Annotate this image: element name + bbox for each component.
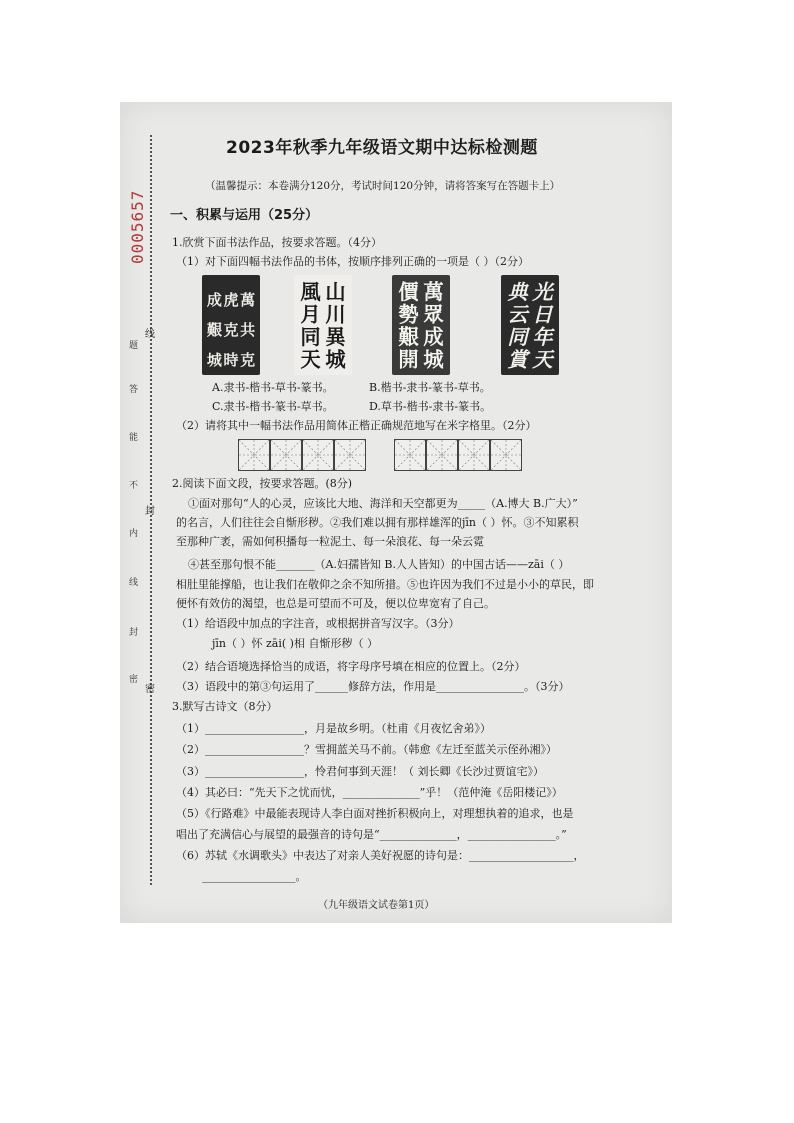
margin-char-4: 不	[129, 481, 139, 491]
exam-notice: （温馨提示：本卷满分120分，考试时间120分钟，请将答案写在答题卡上）	[205, 180, 561, 192]
calligraphy-char: 萬	[423, 280, 444, 304]
page-footer: （九年级语文试卷第1页）	[318, 900, 435, 911]
serial-number-text: 0005657	[128, 189, 147, 264]
calligraphy-char: 時	[223, 351, 239, 369]
q2-sub1-answers: jīn（ ）怀 zāi( )相 自惭形秽（ ）	[212, 637, 378, 650]
calligraphy-char: 開	[398, 347, 419, 372]
rice-grid-guides	[395, 440, 425, 470]
rice-grid-cell[interactable]	[238, 439, 270, 471]
margin-mark-seal: 封	[145, 506, 155, 517]
rice-grid-cell[interactable]	[458, 439, 490, 471]
q2-para-line6: 便怀有效仿的渴望，也总是可望而不可及，便以位卑宽宥了自己。	[176, 597, 495, 610]
margin-char-8: 密	[129, 675, 139, 685]
q3-line6a: （6）苏轼《水调歌头》中表达了对亲人美好祝愿的诗句是：___________________，	[176, 849, 585, 862]
calligraphy-char: 光	[532, 280, 553, 304]
rice-grid-guides	[271, 440, 301, 470]
rice-grid-cell[interactable]	[490, 439, 522, 471]
margin-char-2: 答	[129, 385, 139, 395]
option-d: D.草书-楷书-隶书-篆书。	[369, 400, 492, 413]
q2-para-line3: 至那种广袤，需如何积播每一粒泥土、每一朵浪花、每一朵云霓	[176, 535, 484, 548]
calligraphy-char: 異	[325, 325, 346, 349]
calligraphy-char: 典	[507, 280, 528, 304]
rice-grid-guides	[239, 440, 269, 470]
q3-line5a: （5）《行路难》中最能表现诗人李白面对挫折积极向上，对理想执着的追求，也是	[176, 807, 574, 820]
calligraphy-char: 克	[240, 351, 256, 369]
rice-grid-guides	[335, 440, 365, 470]
calligraphy-char: 賞	[507, 347, 528, 372]
rice-grid-cell[interactable]	[394, 439, 426, 471]
calligraphy-char: 風	[300, 280, 321, 304]
q2-para-line1: ①面对那句“人的心灵，应该比大地、海洋和天空都更为_____（A.博大 B.广大）”	[188, 497, 578, 510]
rice-grid-guides	[427, 440, 457, 470]
rice-grid-cell[interactable]	[302, 439, 334, 471]
calligraphy-work-4	[501, 275, 559, 375]
calligraphy-char: 同	[507, 325, 528, 349]
q3-line1: （1）__________________，月是故乡明。（杜甫《月夜忆舍弟》）	[176, 722, 491, 735]
q3-line4: （4）其必曰：“先天下之忧而忧，______________”乎！（范仲淹《岳阳楼记》）	[176, 786, 563, 799]
q2-sub2: （2）结合语境选择恰当的成语，将字母序号填在相应的位置上。（2分）	[176, 660, 526, 673]
q3-line6b: _________________。	[202, 870, 307, 883]
calligraphy-char: 共	[240, 321, 256, 339]
calligraphy-char: 虎	[223, 291, 239, 309]
q2-sub3: （3）语段中的第③句运用了______修辞方法，作用是________________。（3分）	[176, 680, 570, 693]
writing-grid-left[interactable]	[238, 439, 366, 471]
rice-grid-guides	[303, 440, 333, 470]
section-heading: 一、积累与运用（25分）	[170, 208, 319, 223]
rice-grid-cell[interactable]	[334, 439, 366, 471]
calligraphy-char: 艱	[206, 321, 222, 339]
exam-title: 2023年秋季九年级语文期中达标检测题	[226, 138, 538, 158]
calligraphy-char: 年	[532, 325, 553, 349]
margin-char-7: 封	[129, 628, 139, 638]
rice-grid-guides	[459, 440, 489, 470]
calligraphy-char: 日	[532, 302, 553, 327]
q3-line5b: 唱出了充满信心与展望的最强音的诗句是“______________，________________。”	[176, 828, 567, 841]
calligraphy-work-1	[202, 275, 260, 375]
margin-char-1: 题	[129, 341, 139, 351]
margin-mark-secret: 密	[145, 684, 155, 695]
rice-grid-cell[interactable]	[270, 439, 302, 471]
calligraphy-char: 天	[532, 347, 553, 372]
q1-stem: 1.欣赏下面书法作品，按要求答题。（4分）	[172, 236, 382, 249]
q2-para-line2: 的名言，人们往往会自惭形秽。②我们难以拥有那样雄浑的jīn（ ）怀。③不知累积	[176, 516, 579, 529]
calligraphy-char: 同	[300, 325, 321, 349]
q3-stem: 3.默写古诗文（8分）	[172, 700, 278, 713]
q3-line2: （2）__________________？雪拥蓝关马不前。（韩愈《左迁至蓝关示侄孙湘》）	[176, 743, 557, 756]
q2-sub1: （1）给语段中加点的字注音，或根据拼音写汉字。（3分）	[176, 617, 460, 630]
rice-grid-guides	[491, 440, 521, 470]
calligraphy-char: 成	[423, 325, 444, 349]
q2-stem: 2.阅读下面文段，按要求答题。(8分)	[172, 477, 353, 490]
writing-grid-right[interactable]	[394, 439, 522, 471]
calligraphy-char: 眾	[423, 302, 444, 327]
option-a: A.隶书-楷书-草书-篆书。	[212, 381, 334, 394]
q2-para-line4: ④甚至那句恨不能_______（A.妇孺皆知 B.人人皆知）的中国古话——zāi（ ）	[188, 558, 570, 571]
margin-char-3: 能	[129, 433, 139, 443]
serial-number-stamp	[126, 176, 148, 266]
calligraphy-char: 城	[206, 351, 222, 369]
calligraphy-char: 月	[300, 302, 321, 327]
calligraphy-char: 價	[398, 280, 419, 304]
calligraphy-char: 艱	[398, 325, 419, 349]
calligraphy-char: 成	[206, 291, 222, 309]
rice-grid-cell[interactable]	[426, 439, 458, 471]
calligraphy-char: 勢	[398, 302, 419, 327]
calligraphy-char: 天	[300, 347, 321, 372]
q1-sub1: （1）对下面四幅书法作品的书体，按顺序排列正确的一项是（ ）（2分）	[176, 255, 529, 268]
calligraphy-char: 城	[423, 347, 444, 372]
calligraphy-char: 山	[325, 280, 346, 304]
calligraphy-char: 克	[223, 321, 239, 339]
option-b: B.楷书-隶书-篆书-草书。	[369, 381, 491, 394]
calligraphy-char: 云	[507, 302, 528, 327]
margin-char-6: 线	[129, 578, 139, 588]
q2-para-line5: 相肚里能撑船，也让我们在敬仰之余不知所措。⑤也许因为我们不过是小小的草民，即	[176, 578, 594, 591]
margin-char-5: 内	[129, 529, 139, 539]
option-c: C.隶书-楷书-篆书-草书。	[212, 400, 334, 413]
calligraphy-char: 城	[325, 347, 346, 372]
margin-mark-line: 线	[145, 329, 155, 340]
q1-sub2: （2）请将其中一幅书法作品用简体正楷正确规范地写在米字格里。（2分）	[176, 419, 537, 432]
calligraphy-char: 川	[325, 302, 346, 327]
calligraphy-char: 萬	[240, 291, 256, 309]
calligraphy-work-3	[392, 275, 450, 375]
q3-line3: （3）__________________，怜君何事到天涯！（ 刘长卿《长沙过贾谊宅》）	[176, 765, 544, 778]
calligraphy-work-2	[294, 275, 352, 375]
